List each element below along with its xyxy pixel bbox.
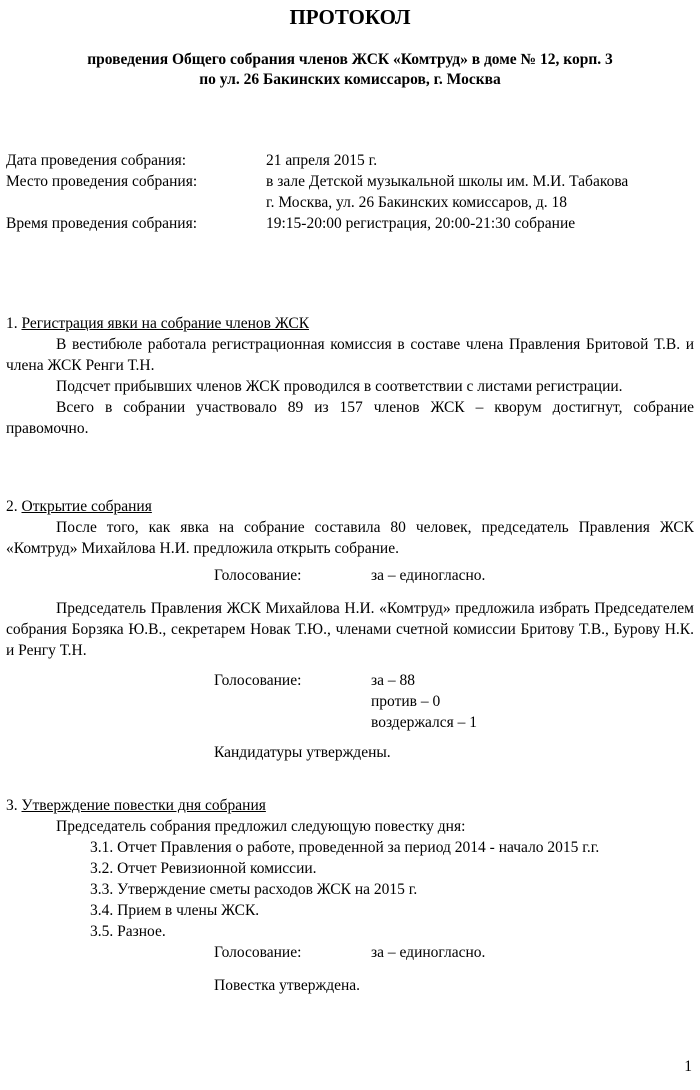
vote-block (214, 942, 694, 963)
document-title: ПРОТОКОЛ (289, 5, 411, 29)
meeting-place-label: Место проведения собрания: (6, 173, 198, 190)
vote-result: за – единогласно. (371, 567, 486, 584)
paragraph: В вестибюле работала регистрационная комиссия в составе члена Правления Бритовой Т.В. и члена ЖСК Ренги Т.Н. (6, 336, 694, 374)
vote-label: Голосование: (214, 567, 302, 584)
agenda-item: 3.3. Утверждение сметы расходов ЖСК на 2015 г. (90, 881, 418, 898)
meeting-date-row (6, 150, 694, 171)
section-heading (6, 496, 694, 517)
section-registration (6, 313, 694, 439)
meeting-details (6, 150, 694, 234)
meeting-date-label: Дата проведения собрания: (6, 152, 186, 169)
vote-block (214, 670, 694, 733)
agenda-intro: Председатель собрания предложил следующую повестку дня: (56, 818, 466, 835)
agenda-item: 3.4. Прием в члены ЖСК. (90, 902, 260, 919)
meeting-time-label: Время проведения собрания: (6, 215, 198, 232)
vote-abstained: воздержался – 1 (371, 714, 478, 731)
vote-label: Голосование: (214, 672, 302, 689)
meeting-place-row (6, 171, 694, 213)
section-number: 1. (6, 315, 18, 332)
meeting-time-value: 19:15-20:00 регистрация, 20:00-21:30 собрание (266, 215, 576, 232)
vote-values (371, 942, 485, 963)
section-number: 3. (6, 797, 18, 814)
section-agenda (6, 795, 694, 996)
vote-values (371, 565, 485, 586)
section-opening (6, 496, 694, 763)
subtitle-line-2: по ул. 26 Бакинских комиссаров, г. Москва (199, 71, 501, 88)
agenda-item: 3.2. Отчет Ревизионной комиссии. (90, 860, 317, 877)
document-page (6, 0, 694, 1090)
agenda-item: 3.5. Разное. (90, 923, 166, 940)
vote-label: Голосование: (214, 944, 302, 961)
agenda-item: 3.1. Отчет Правления о работе, проведенной за период 2014 - начало 2015 г.г. (90, 839, 600, 856)
vote-values (371, 670, 477, 733)
vote-for: за – 88 (371, 672, 416, 689)
page-number: 1 (684, 1058, 692, 1075)
section-title: Утверждение повестки дня собрания (21, 797, 266, 814)
meeting-time-row (6, 213, 694, 234)
document-subtitle (6, 50, 694, 90)
paragraph: Председатель Правления ЖСК Михайлова Н.И. «Комтруд» предложила избрать Председателем собрания Борзяка Ю.В., секретарем Новак Т.Ю., членами счетной комиссии Бритову Т.В., Бурову Н.К. и Ренгу Т.Н. (6, 600, 694, 659)
paragraph: Подсчет прибывших членов ЖСК проводился в соответствии с листами регистрации. (56, 378, 623, 395)
vote-against: против – 0 (371, 693, 441, 710)
vote-block (214, 565, 694, 586)
paragraph: Всего в собрании участвовало 89 из 157 членов ЖСК – кворум достигнут, собрание правомочно. (6, 399, 694, 437)
paragraph: После того, как явка на собрание составила 80 человек, председатель Правления ЖСК «Комтруд» Михайлова Н.И. предложила открыть собрание. (6, 519, 694, 557)
subtitle-line-1: проведения Общего собрания членов ЖСК «Комтруд» в доме № 12, корп. 3 (87, 51, 613, 68)
section-heading (6, 313, 694, 334)
section-heading (6, 795, 694, 816)
meeting-place-line-1: в зале Детской музыкальной школы им. М.И. Табакова (266, 173, 629, 190)
section-number: 2. (6, 498, 18, 515)
meeting-place-value (266, 171, 694, 213)
vote-outcome: Повестка утверждена. (214, 977, 361, 994)
meeting-place-line-2: г. Москва, ул. 26 Бакинских комиссаров, д. 18 (266, 194, 568, 211)
vote-outcome: Кандидатуры утверждены. (214, 744, 391, 761)
vote-result: за – единогласно. (371, 944, 486, 961)
section-title: Открытие собрания (21, 498, 152, 515)
meeting-date-value: 21 апреля 2015 г. (266, 152, 378, 169)
section-title: Регистрация явки на собрание членов ЖСК (21, 315, 310, 332)
